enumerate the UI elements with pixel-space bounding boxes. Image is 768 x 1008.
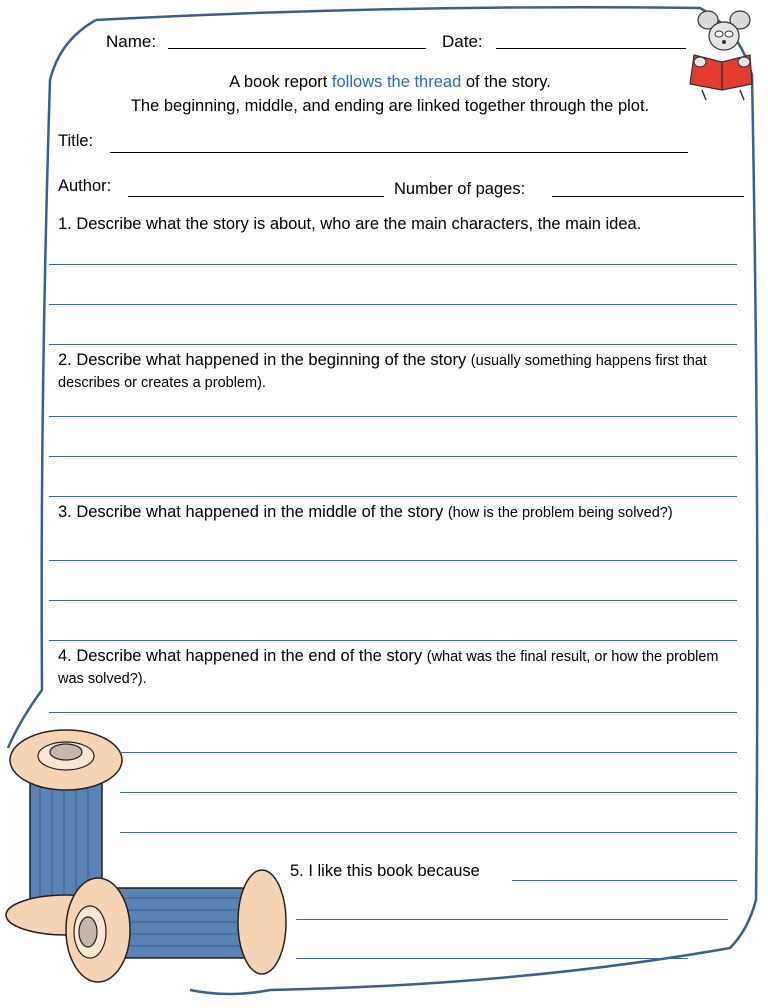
question-3-note: (how is the problem being solved?) [447,505,673,521]
answer-line[interactable] [49,712,737,713]
author-field[interactable] [128,196,384,197]
question-2-note: (usually something happens first that describes or creates a problem). [58,353,707,391]
question-2 [58,350,738,394]
answer-line[interactable] [49,456,737,457]
date-label: Date: [442,32,483,51]
title-label: Title: [58,132,94,150]
question-4-text: 4. Describe what happened in the end of the story [58,647,423,665]
question-1 [58,214,738,235]
answer-line[interactable] [49,560,737,561]
answer-line[interactable] [296,958,688,959]
title-field[interactable] [110,152,688,153]
answer-line[interactable] [49,496,737,497]
intro-highlight: follows the thread [331,73,462,91]
question-2-text: 2. Describe what happened in the beginning of the story [58,351,467,369]
intro-line-1-post: of the story. [465,73,551,91]
answer-line[interactable] [49,600,737,601]
intro-line-1-pre: A book report [229,73,328,91]
intro-line-1 [60,70,720,94]
question-3-text: 3. Describe what happened in the middle of the story [58,503,444,521]
answer-line[interactable] [49,264,737,265]
answer-line[interactable] [120,752,737,753]
answer-line[interactable] [120,832,737,833]
question-5-text: 5. I like this book because [290,862,480,880]
name-label: Name: [106,32,157,51]
pages-label: Number of pages: [394,180,526,198]
answer-line[interactable] [49,344,737,345]
answer-line[interactable] [512,880,737,881]
hand-drawn-border [8,7,757,994]
intro-line-2: The beginning, middle, and ending are linked together through the plot. [130,97,650,115]
answer-line[interactable] [49,416,737,417]
question-3 [58,502,738,524]
answer-line[interactable] [49,304,737,305]
answer-line[interactable] [296,919,728,920]
question-1-text: 1. Describe what the story is about, who are the main characters, the main idea. [58,215,642,233]
date-field[interactable] [496,48,686,49]
question-4-note: (what was the final result, or how the problem was solved?). [58,649,719,687]
thread-spools-icon [6,730,286,982]
author-label: Author: [58,177,112,195]
intro-text [60,70,720,118]
pages-field[interactable] [552,196,744,197]
question-4 [58,646,738,690]
answer-line[interactable] [49,640,737,641]
name-field[interactable] [168,48,426,49]
answer-line[interactable] [120,792,737,793]
